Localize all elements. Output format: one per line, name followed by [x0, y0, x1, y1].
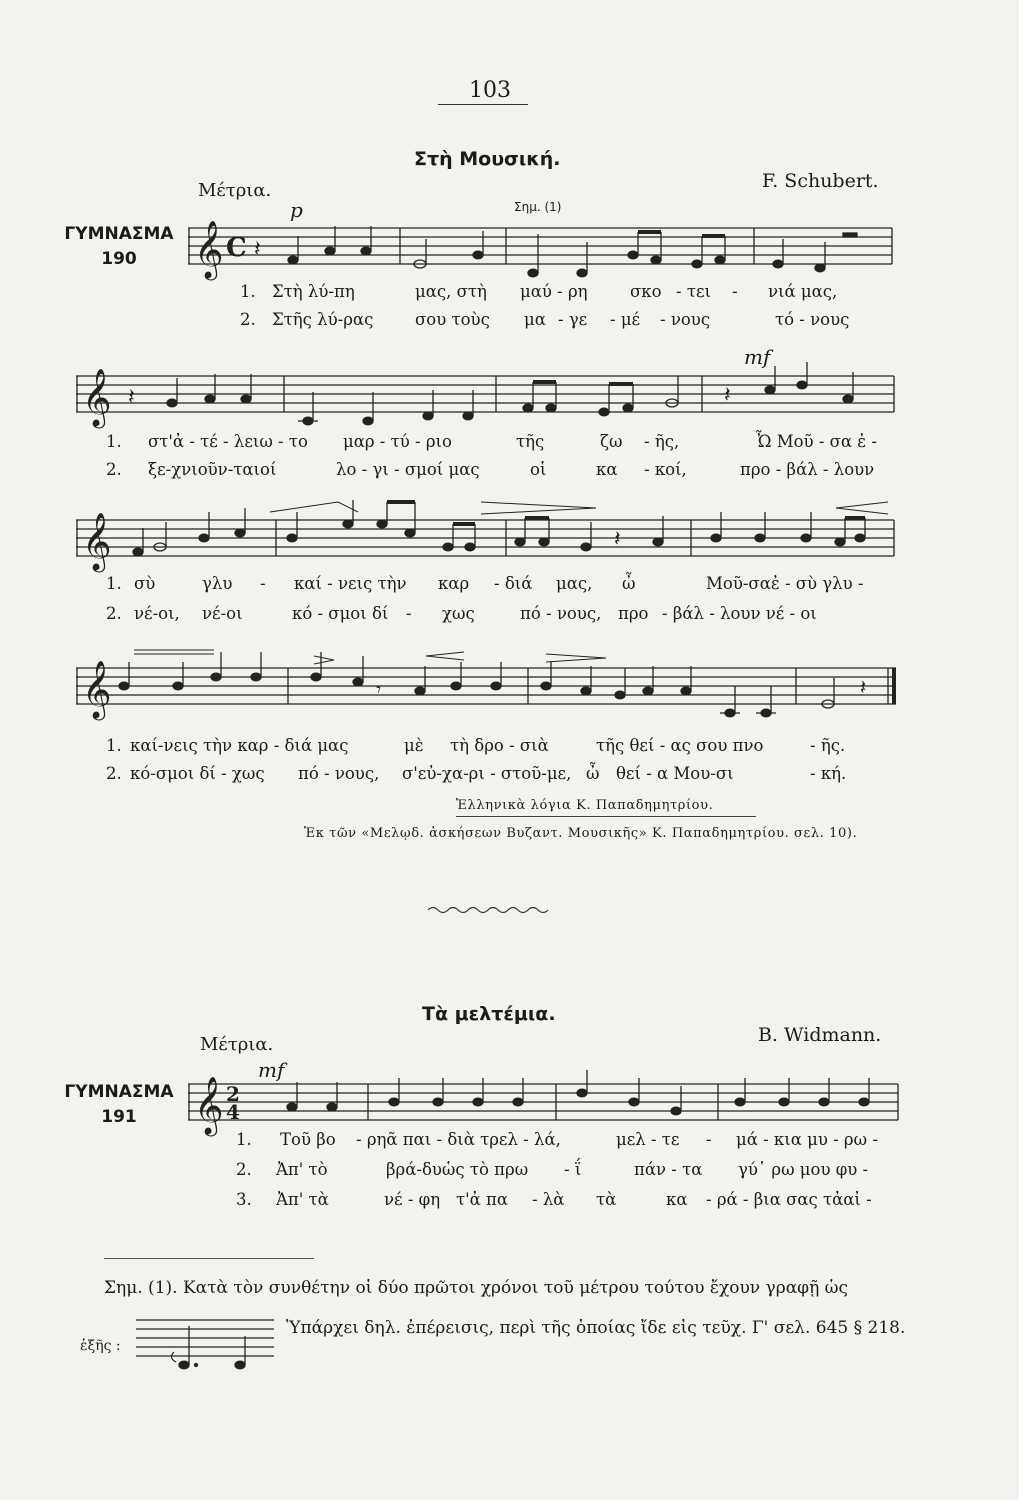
verse-number: 1.: [240, 282, 256, 301]
syllable: ζω: [600, 432, 623, 451]
syllable: τ'ἀ πα: [456, 1190, 509, 1209]
syllable: - ΐ: [564, 1160, 582, 1179]
syllable: - βάλ - λουν νέ - οι: [662, 604, 817, 623]
syllable: κό-σμοι δί - χως: [130, 764, 265, 783]
syllable: - τει: [676, 282, 711, 301]
dynamic-piano: p: [290, 198, 303, 222]
lyrics-s4-l2: [106, 764, 906, 783]
syllable: Στῆς λύ-ρας: [272, 310, 374, 329]
svg-text:𝄽: 𝄽: [614, 527, 621, 552]
svg-text:2: 2: [226, 1082, 240, 1106]
syllable: κα: [596, 460, 618, 479]
footnote-staff: [136, 1306, 276, 1376]
verse-number: 2.: [240, 310, 256, 329]
syllable: - μέ: [610, 310, 641, 329]
syllable: Ὦ Μοῦ - σα ἐ -: [756, 432, 877, 451]
lyrics-credit: Ἑλληνικὰ λόγια Κ. Παπαδημητρίου.: [456, 798, 714, 813]
song1-title: Στὴ Μουσική.: [414, 148, 561, 170]
section-separator: [428, 900, 550, 921]
syllable: λο - γι - σμοί μας: [336, 460, 480, 479]
footnote-rule: [104, 1258, 314, 1259]
syllable: γλυ: [202, 574, 233, 593]
syllable: καί - νεις τὴν: [294, 574, 407, 593]
syllable: στ'ἀ - τέ - λειω - το: [148, 432, 308, 451]
syllable: μας, στὴ: [415, 282, 487, 301]
syllable: τὰ: [596, 1190, 617, 1209]
dynamic-mezzoforte: mf: [744, 345, 771, 369]
syllable: σου τοὺς: [415, 310, 490, 329]
syllable: νέ-οι: [202, 604, 243, 623]
syllable: - ῆς,: [644, 432, 680, 451]
syllable: μελ - τε: [616, 1130, 680, 1149]
svg-text:𝄞: 𝄞: [194, 220, 224, 278]
lyrics-song2-l1: [236, 1130, 906, 1149]
syllable: μα: [524, 310, 546, 329]
syllable: τό - νους: [775, 310, 850, 329]
syllable: σ'εὐ-χα-ρι - στοῦ-με,: [402, 764, 572, 783]
verse-number: 2.: [236, 1160, 252, 1179]
syllable: κό - σμοι δί: [292, 604, 389, 623]
svg-text:𝄞: 𝄞: [82, 512, 112, 570]
syllable: καί-νεις τὴν καρ - διά μας: [130, 736, 349, 755]
svg-text:𝄽: 𝄽: [254, 237, 261, 262]
syllable: Μοῦ-σαἐ - σὺ γλυ -: [706, 574, 864, 593]
lyrics-song2-l3: [236, 1190, 906, 1209]
svg-text:𝄞: 𝄞: [82, 368, 112, 426]
syllable: - ρά - βια σας τἀαἰ -: [706, 1190, 872, 1209]
lyrics-s3-l2: [106, 604, 906, 623]
syllable: - διά: [494, 574, 533, 593]
song2-exercise-label: [64, 1080, 174, 1129]
syllable: θεί - α Μου-σι: [616, 764, 734, 783]
syllable: ὦ: [586, 764, 600, 783]
credit-underline: [456, 816, 756, 817]
verse-number: 2.: [106, 460, 122, 479]
verse-number: 1.: [106, 574, 122, 593]
syllable: Στὴ λύ-πη: [272, 282, 355, 301]
staff-system-4: [76, 642, 906, 722]
syllable: μὲ: [404, 736, 424, 755]
svg-text:𝄽: 𝄽: [724, 383, 731, 408]
lyrics-s2-l1: [106, 432, 906, 451]
syllable: πάν - τα: [634, 1160, 703, 1179]
syllable: - γε: [558, 310, 588, 329]
syllable: -: [706, 1130, 712, 1149]
song1-tempo: Μέτρια.: [198, 180, 272, 201]
syllable: μαύ - ρη: [520, 282, 588, 301]
syllable: μαρ - τύ - ριο: [343, 432, 452, 451]
syllable: νέ - φη: [384, 1190, 441, 1209]
syllable: - κοί,: [644, 460, 687, 479]
exercise-label-text: ΓΥΜΝΑΣΜΑ: [64, 1082, 174, 1102]
exercise-number: 191: [101, 1106, 137, 1127]
syllable: νέ-οι,: [134, 604, 180, 623]
syllable: - νους: [660, 310, 711, 329]
syllable: προ - βάλ - λουν: [740, 460, 875, 479]
staff-system-2: [76, 362, 896, 432]
syllable: ξε-χνιοῦν-ταιοί: [148, 460, 277, 479]
verse-number: 1.: [106, 736, 122, 755]
syllable: - ῆς.: [810, 736, 846, 755]
song2-composer: B. Widmann.: [758, 1024, 882, 1046]
syllable: γύ῾ ρω μου φυ -: [738, 1160, 869, 1179]
lyrics-s1-l1: [240, 282, 900, 301]
syllable: σκο: [630, 282, 662, 301]
verse-number: 1.: [236, 1130, 252, 1149]
footnote-marker: Σημ. (1): [514, 200, 562, 214]
syllable: κα: [666, 1190, 688, 1209]
syllable: -: [406, 604, 412, 623]
lyrics-song2-l2: [236, 1160, 906, 1179]
syllable: -: [260, 574, 266, 593]
syllable: ὦ: [622, 574, 636, 593]
dynamic-mezzoforte: mf: [258, 1058, 285, 1082]
exercise-label-text: ΓΥΜΝΑΣΜΑ: [64, 224, 174, 244]
syllable: τῆς θεί - ας σου πνο: [596, 736, 764, 755]
song2-title: Τὰ μελτέμια.: [422, 1003, 556, 1025]
staff-system-1: [188, 214, 894, 284]
verse-number: 3.: [236, 1190, 252, 1209]
syllable: τὴ δρο - σιὰ: [450, 736, 549, 755]
exercise-number: 190: [101, 248, 137, 269]
syllable: - λὰ: [532, 1190, 565, 1209]
svg-text:4: 4: [226, 1100, 240, 1124]
lyrics-s1-l2: [240, 310, 900, 329]
syllable: προ: [618, 604, 649, 623]
svg-text:𝄞: 𝄞: [194, 1076, 224, 1134]
syllable: Τοῦ βο: [280, 1130, 336, 1149]
svg-text:𝄾: 𝄾: [376, 677, 382, 701]
footnote-line-2: Ὑπάρχει δηλ. ἐπέρεισις, περὶ τῆς ὁποίας ἴδε εἰς τεῦχ. Γ' σελ. 645 § 218.: [286, 1318, 906, 1338]
svg-text:𝄽: 𝄽: [860, 675, 867, 699]
source-credit: Ἐκ τῶν «Μελῳδ. ἀσκήσεων Βυζαντ. Μουσικῆς» Κ. Παπαδημητρίου. σελ. 10).: [304, 826, 858, 841]
page-number: 103: [469, 78, 511, 103]
syllable: Ἀπ' τὸ: [276, 1160, 328, 1179]
footnote-prefix: ἑξῆς :: [80, 1338, 121, 1354]
lyrics-s4-l1: [106, 736, 906, 755]
syllable: νιά μας,: [768, 282, 838, 301]
song2-tempo: Μέτρια.: [200, 1034, 274, 1055]
syllable: -: [732, 282, 738, 301]
syllable: οἱ: [530, 460, 547, 479]
syllable: Ἀπ' τὰ: [276, 1190, 329, 1209]
syllable: τῆς: [516, 432, 545, 451]
verse-number: 1.: [106, 432, 122, 451]
page-number-rule: [438, 104, 528, 105]
svg-text:𝄞: 𝄞: [82, 660, 112, 718]
syllable: σὺ: [134, 574, 156, 593]
svg-text:C: C: [226, 233, 247, 263]
footnote-line-1: Σημ. (1). Κατὰ τὸν συνθέτην οἱ δύο πρῶτοι χρόνοι τοῦ μέτρου τούτου ἔχουν γραφῇ ὡς: [104, 1278, 849, 1298]
svg-text:𝄽: 𝄽: [128, 385, 135, 410]
syllable: μά - κια μυ - ρω -: [736, 1130, 878, 1149]
staff-system-3: [76, 496, 896, 576]
syllable: χως: [442, 604, 475, 623]
lyrics-s3-l1: [106, 574, 906, 593]
lyrics-s2-l2: [106, 460, 906, 479]
syllable: - ρηᾶ παι - διὰ τρελ - λά,: [356, 1130, 561, 1149]
verse-number: 2.: [106, 604, 122, 623]
syllable: καρ: [438, 574, 470, 593]
syllable: βρά-δυὡς τὸ πρω: [386, 1160, 529, 1179]
syllable: πό - νους,: [298, 764, 380, 783]
syllable: - κή.: [810, 764, 847, 783]
song1-exercise-label: [64, 222, 174, 271]
syllable: πό - νους,: [520, 604, 602, 623]
syllable: μας,: [556, 574, 593, 593]
verse-number: 2.: [106, 764, 122, 783]
song1-composer: F. Schubert.: [762, 170, 879, 192]
